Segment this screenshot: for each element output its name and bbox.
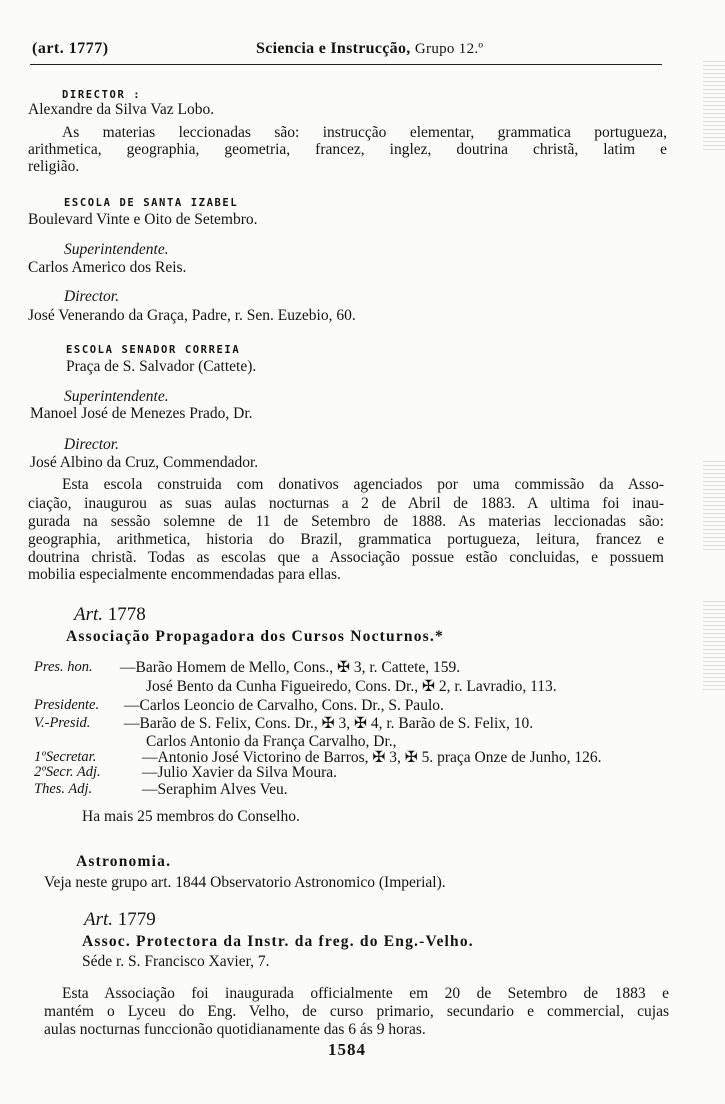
article-title: Assoc. Protectora da Instr. da freg. do Eng.-Velho.: [82, 933, 474, 950]
officer-title-label: V.-Presid.: [34, 715, 91, 731]
header-group: Grupo 12.º: [414, 41, 484, 57]
officer-title-label: Thes. Adj.: [34, 781, 93, 797]
role-label: Superintendente.: [64, 241, 169, 258]
header-title: [256, 40, 483, 58]
text-line: Ha mais 25 membros do Conselho.: [82, 808, 300, 825]
text-line: Manoel José de Menezes Prado, Dr.: [30, 405, 253, 422]
paragraph-line: Esta escola construida com donativos agenciados por uma commissão da Asso-: [62, 476, 664, 493]
text-line: Praça de S. Salvador (Cattete).: [66, 358, 257, 375]
role-label: Director.: [64, 288, 119, 305]
text-line: —Carlos Leoncio de Carvalho, Cons. Dr., S. Paulo.: [124, 697, 444, 714]
text-line: Carlos Antonio da França Carvalho, Dr.,: [146, 733, 397, 750]
section-heading: ESCOLA SENADOR CORREIA: [66, 344, 241, 356]
page-edge-mark: [703, 460, 725, 550]
article-number: [84, 911, 156, 929]
text-line: religião.: [28, 158, 80, 175]
text-line: José Albino da Cruz, Commendador.: [30, 454, 259, 471]
text-line: —Julio Xavier da Silva Moura.: [142, 764, 338, 781]
text-line: Séde r. S. Francisco Xavier, 7.: [82, 953, 270, 970]
text-line: José Venerando da Graça, Padre, r. Sen. Euzebio, 60.: [28, 307, 356, 324]
paragraph-line: mantém o Lyceu do Eng. Velho, de curso primario, secundario e commercial, cujas: [44, 1003, 669, 1020]
paragraph-line: Esta Associação foi inaugurada officialmente em 20 de Setembro de 1883 e: [62, 985, 669, 1002]
officer-title-label: 2ºSecr. Adj.: [34, 764, 101, 780]
paragraph-line: As materias leccionadas são: instrucção elementar, grammatica portugueza,: [62, 124, 667, 141]
text-line: Carlos Americo dos Reis.: [28, 259, 187, 276]
text-line: —Seraphim Alves Veu.: [142, 781, 288, 798]
text-line: —Antonio José Victorino de Barros, ✠ 3, ✠ 5. praça Onze de Junho, 126.: [142, 749, 602, 766]
article-num-value: 1779: [117, 909, 156, 930]
text-line: Veja neste grupo art. 1844 Observatorio Astronomico (Imperial).: [44, 874, 446, 891]
running-header: [30, 38, 662, 65]
header-section: Sciencia e Instrucção,: [256, 40, 411, 57]
role-label: Director.: [64, 436, 119, 453]
article-num-value: 1778: [107, 604, 146, 625]
paragraph-line: arithmetica, geographia, geometria, francez, inglez, doutrina christã, latim e: [28, 141, 667, 158]
page-number: 1584: [328, 1040, 366, 1059]
officer-title-label: Presidente.: [34, 697, 100, 713]
text-line: aulas nocturnas funccionão quotidianamente das 6 ás 9 horas.: [44, 1021, 426, 1038]
article-prefix: Art.: [74, 604, 104, 625]
header-article-ref: (art. 1777): [32, 40, 109, 57]
officer-title-label: Pres. hon.: [34, 659, 93, 675]
article-prefix: Art.: [84, 909, 114, 930]
text-line: José Bento da Cunha Figueiredo, Cons. Dr., ✠ 2, r. Lavradio, 113.: [146, 678, 557, 695]
section-heading: ESCOLA DE SANTA IZABEL: [64, 197, 239, 209]
text-line: —Barão de S. Felix, Cons. Dr., ✠ 3, ✠ 4, r. Barão de S. Felix, 10.: [124, 715, 534, 732]
article-title: Associação Propagadora dos Cursos Nocturnos.*: [66, 628, 444, 645]
text-line: Boulevard Vinte e Oito de Setembro.: [28, 211, 258, 228]
section-heading: DIRECTOR :: [62, 89, 142, 101]
text-line: mobilia especialmente encommendadas para ellas.: [28, 566, 341, 583]
page-edge-mark: [703, 600, 725, 690]
paragraph-line: ciação, inaugurou as suas aulas nocturnas a 2 de Abril de 1883. A ultima foi inau-: [28, 495, 664, 512]
paragraph-line: doutrina christã. Todas as escolas que a Associação possue estão concluidas, e possuem: [28, 549, 664, 566]
paragraph-line: gurada na sessão solemne de 11 de Setembro de 1888. As materias leccionadas são:: [28, 513, 664, 530]
page-edge-mark: [703, 60, 725, 150]
paragraph-line: geographia, arithmetica, historia do Brazil, grammatica portugueza, leitura, francez e: [28, 531, 664, 548]
role-label: Superintendente.: [64, 388, 169, 405]
text-line: Alexandre da Silva Vaz Lobo.: [28, 101, 215, 118]
officer-title-label: 1ºSecretar.: [34, 749, 97, 765]
article-title: Astronomia.: [76, 853, 172, 870]
article-number: [74, 606, 146, 624]
text-line: —Barão Homem de Mello, Cons., ✠ 3, r. Cattete, 159.: [120, 659, 461, 676]
